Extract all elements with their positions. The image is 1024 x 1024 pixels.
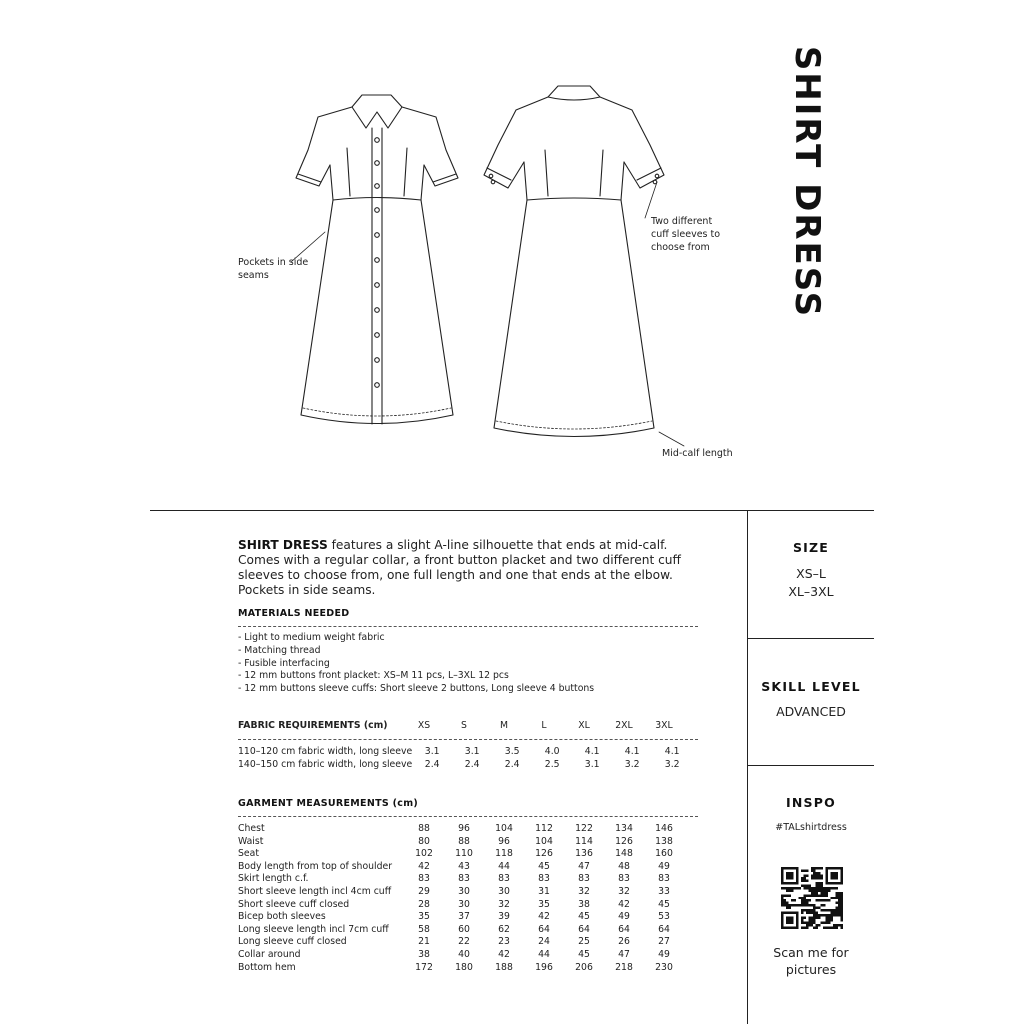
size-header: XS	[417, 720, 431, 731]
skill-value: ADVANCED	[776, 704, 846, 719]
table-row: Short sleeve cuff closed 28 30 32 35 38 42 45	[238, 898, 670, 910]
table-row: 110–120 cm fabric width, long sleeve 3.1 3.1 3.5 4.0 4.1 4.1 4.1	[238, 746, 680, 757]
list-item: - 12 mm buttons sleeve cuffs: Short sleeve 2 buttons, Long sleeve 4 buttons	[238, 683, 595, 695]
back-view-drawing	[484, 86, 664, 437]
table-row: Long sleeve cuff closed 21 22 23 24 25 26 27	[238, 936, 670, 948]
description: SHIRT DRESS features a slight A-line silhouette that ends at mid-calf. Comes with a regular collar, a front button placket and two different cuff sleeves to choose from, one full length and one that ends at the elbow. Pockets in side seams.	[238, 538, 681, 597]
fabric-heading: FABRIC REQUIREMENTS (cm)	[238, 720, 388, 731]
divider	[238, 626, 698, 627]
scan-text: Scan me for pictures	[773, 945, 849, 977]
size-header: XL	[578, 720, 590, 731]
table-row: Chest 88 96 104 112 122 134 146	[238, 823, 673, 834]
size-range: XL–3XL	[788, 584, 834, 599]
table-row: Collar around 38 40 42 44 45 47 49	[238, 948, 670, 960]
table-row: Bicep both sleeves 35 37 39 42 45 49 53	[238, 911, 670, 923]
callout-pockets: Pockets in side seams	[238, 257, 309, 281]
inspo-heading: INSPO	[786, 795, 836, 810]
materials-heading: MATERIALS NEEDED	[238, 608, 350, 619]
list-item: - Matching thread	[238, 644, 321, 656]
size-header: 2XL	[615, 720, 633, 731]
table-row: Bottom hem 172 180 188 196 206 218 230	[238, 961, 673, 973]
size-header: S	[461, 720, 467, 731]
garment-table	[238, 823, 684, 974]
size-range: XS–L	[796, 566, 826, 581]
table-row: Body length from top of shoulder 42 43 44 45 47 48 49	[238, 860, 670, 872]
size-header: L	[541, 720, 547, 731]
side-divider-2	[747, 765, 874, 766]
divider	[238, 739, 698, 740]
page-title: SHIRT DRESS	[787, 45, 827, 319]
list-item: - Fusible interfacing	[238, 657, 330, 669]
skill-heading: SKILL LEVEL	[761, 679, 861, 694]
size-header: M	[499, 720, 509, 731]
table-row: Seat 102 110 118 126 136 148 160	[238, 848, 673, 860]
list-item: - 12 mm buttons front placket: XS–M 11 pcs, L–3XL 12 pcs	[238, 670, 509, 682]
list-item: - Light to medium weight fabric	[238, 632, 385, 643]
side-divider-1	[747, 638, 874, 639]
fabric-table	[238, 746, 692, 771]
table-row: Short sleeve length incl 4cm cuff 29 30 30 31 32 32 33	[238, 885, 670, 897]
table-row: Long sleeve length incl 7cm cuff 58 60 62 64 64 64 64	[238, 923, 670, 935]
dress-illustrations	[0, 0, 1024, 500]
fabric-header-table	[238, 720, 684, 733]
hashtag: #TALshirtdress	[775, 822, 847, 833]
divider	[238, 816, 698, 817]
size-heading: SIZE	[792, 540, 830, 555]
callout-length: Mid-calf length	[662, 448, 733, 459]
qr-code-icon[interactable]	[781, 867, 843, 929]
callout-cuffs: Two different cuff sleeves to choose from	[651, 216, 721, 253]
materials-list	[238, 632, 594, 696]
size-header: 3XL	[655, 720, 673, 731]
garment-heading: GARMENT MEASUREMENTS (cm)	[238, 798, 419, 809]
table-row: 140–150 cm fabric width, long sleeve 2.4 2.4 2.4 2.5 3.1 3.2 3.2	[238, 758, 680, 770]
table-row: Waist 80 88 96 104 114 126 138	[238, 835, 673, 847]
table-row: Skirt length c.f. 83 83 83 83 83 83 83	[238, 873, 670, 885]
section-divider	[150, 510, 874, 511]
